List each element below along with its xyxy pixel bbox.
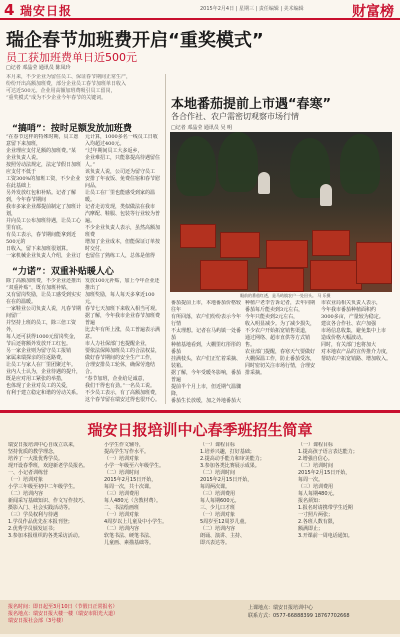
article-column: 市农业局相关负责人表示， 今年我市番茄种植面积约 3000多亩，产量较为稳定。 建议各合作社、农户加强 市场信息收集，避免集中上市 造成价格大幅波动。 同时，有关部门也将加大 对本地农产品的宣传推介力度， 帮助农户拓宽销路、增加收入。 [321, 300, 392, 362]
column-divider [165, 74, 166, 404]
article-column: 元计算，1000多名一线员工日收入均超过400元。 “过年期间员工大多返乡， 企业难招工，只能靠提高待遇留住人。” 该负责人说，公司还为留守员工 安排了年夜饭、免费住宿和春节慰问品， 让员工在厂里也能感受到家的温暖。 记者走访发现，类似做法在我市 汽摩配、鞋服、包装等行业较为普遍。 不少企业负责人表示，虽然高额加班费 增加了企业成本，但能保证订单按时交付， 也留住了熟练工人，总体是值得 [85, 134, 161, 258]
section-name: 财富榜 [352, 4, 394, 20]
main-lead: 本月来，不少企业为留住员工、保证春节期间正常生产， 纷纷开出高额加班费，部分企业员工春节加班单日收入 可达近500元。企业用高额加班费吸引员工留岗， “重奖模式”成为不少企业今年春节的关键词。 [6, 74, 132, 101]
page-number: 4 [4, 1, 15, 19]
ad-footer-registration: 报名时间：即日起至3月10日（节假日正常报名） 报名地点：瑞安日报大楼一楼（瑞安市阳光大道） 瑞安日报社会部（3号楼） [8, 604, 119, 624]
ad-title: 瑞安日报培训中心春季班招生简章 [87, 421, 313, 439]
article-column: 番茄提前上市，本地番茄价格较往年 有所回落，农户们纷纷表示今年行情 不太理想。记者在马屿镇一处番茄 种植基地看到，大棚里红彤彤的番茄 挂满枝头，农户们正忙着采摘、装箱。 据了解，今年受暖冬影响，番茄普遍 提前半个月上市，但近期气温骤降， 番茄生长放缓，加之外地番茄大 [171, 300, 241, 404]
tomato-byline: □记者 邓晶莹 通讯员 吴 明 [171, 125, 233, 131]
ad-column: （一）课程目标 1.提高孩子语言表达能力； 2.增强自信心。 （二）培训时间 2015年2月15日开始， 每周一次。 （三）培训费用 每人每期480元。 报名须知： 1.报名时请携带学生近期 一寸照片两张； 2.各班人数有限， 额满即止； 3.开课前一周电话通知。 [298, 442, 358, 539]
article-column: 发放100元补贴，加上今年企业还推出了 加班奖励，每人每天多拿近100元， 春节七天加班下来收入相当可观。 据了解，今年我市企业春节加班费普遍 比去年有所上涨，员工普遍表示满意。 市人力社保部门也提醒企业， 要依法保障加班员工的合法权益， 做好春节期间的安全生产工作， 合理安排员工轮休，确保劳逸结合。 “春节加班，企业给足诚意， 我们干得也有劲。”一名员工说。 不少员工表示，有了高额加班费， 这个春节留在瑞安过得也很开心。 [85, 278, 161, 403]
ad-column: 瑞安日报培训中心自成立以来， 坚持优质的教学理念， 培养了一大批优秀学员。 现开设春季班，欢迎新老学员报名。 一、小记者训练营 （一）培训对象 小学三年级至初中二年级学生。 （二）培训内容 新闻采写基础知识、作文写作技巧、 摄影入门、社会实践活动等。 （三）学员权利与待遇 1.学员作品优先在本报刊登； 2.优秀学员颁发证书； 3.参加本报组织的各类采访活动。 [8, 442, 89, 539]
main-byline: □记者 邓晶莹 通讯员 陈凤玲 [6, 65, 71, 71]
ad-column: （一）课程目标 1.培养兴趣，打好基础； 2.提高动手能力和审美能力； 3.参加各类比赛展示成果。 （二）培训时间 2015年2月15日开始， 每周两次课。 （三）培训费用 每人每期600元。 三、少儿口才班 （一）培训对象 5周岁至12周岁儿童。 （二）培训内容 朗诵、演讲、主持、 即兴表达等。 [200, 442, 265, 546]
article-column: “在春节这样的特殊时期，员工愿意留下来加班， 企业理应支付足额的加班费。”某企业负责人说。 按照劳动法规定，法定节假日加班应支付不低于 工资300%的加班工资，不少企业在此基础上 另外发放红包和补贴。记者了解到，今年春节期间 我市多家企业都提前制定了加班计划， 并向员工公布加班待遇，让员工心里有底。 有员工表示，春节期间能拿到近500元的 日收入，留下来加班很划算。 一家机械企业负责人介绍，企业订 [6, 134, 81, 258]
ad-column: 小学生作文辅导， 提高学生写作水平。 （一）培训对象 小学一年级至六年级学生。 （二）培训时间 2015年2月15日开始， 每周一次，共十次课。 （三）培训费用 每人480元（含教材费）。 二、书法绘画班 （一）培训对象 4周岁以上儿童及中小学生。 （二）培训内容 软笔书法、硬笔书法、 儿童画、素描基础等。 [104, 442, 168, 546]
main-subheadline: 员工获加班费单日近500元 [6, 51, 137, 64]
tomato-farm-photo [170, 132, 392, 292]
article-column: 种植户老李告诉记者，去年同期 番茄每斤能卖到3元左右， 今年只能卖到2元左右， 收入明显减少。为了减少损失， 不少农户开始拓宽销售渠道， 通过网络、超市直供等方式销售。 农业部门提醒，春寒天气要做好 大棚保温工作，防止番茄受冻， 同时密切关注市场行情，合理安排采摘。 [245, 300, 316, 376]
section-heading-2: “力诺”：双重补贴暖人心 [12, 267, 114, 277]
ad-footer-contact: 上课地点：瑞安日报培训中心 联系方式：0577-66888399 18767702668 [248, 605, 350, 619]
main-headline: 瑞企春节加班费开启“重奖模式” [6, 30, 264, 51]
newspaper-name: 瑞安日报 [20, 4, 73, 18]
tomato-headline: 本地番茄提前上市遇“春寒” [171, 97, 332, 112]
issue-info: 2015年2月4日 | 星期三 | 责任编辑 | 美术编辑 [200, 6, 304, 12]
section-heading-1: “搞哨”：按时足额发放加班费 [12, 124, 132, 134]
tomato-subheadline: 各合作社、农户需密切观察市场行情 [171, 112, 299, 121]
photo-caption: 眼前的番茄红透，是马屿镇农户一处田头。 马 乐摄 [240, 293, 331, 298]
article-column: 除了高额加班费，不少企业还推出 “双重补贴”，既有加班补贴， 又有留岗奖励，让员工感受到实实在在的温暖。 一家鞋业公司负责人说，凡春节期间留厂 并坚持上班的员工，除三倍工资外， 每人还可获得1000元留岗奖金， 节后还将额外发放开工红包。 另一家企业则为留守员工报销 家属来瑞探亲的往返路费， 让员工与家人在厂里团聚过年。 业内人士认为，企业待遇的提升， 既是应对用工紧张的举措， 也体现了企业对员工的关爱， 有利于建立稳定和谐的劳动关系。 [6, 278, 81, 396]
